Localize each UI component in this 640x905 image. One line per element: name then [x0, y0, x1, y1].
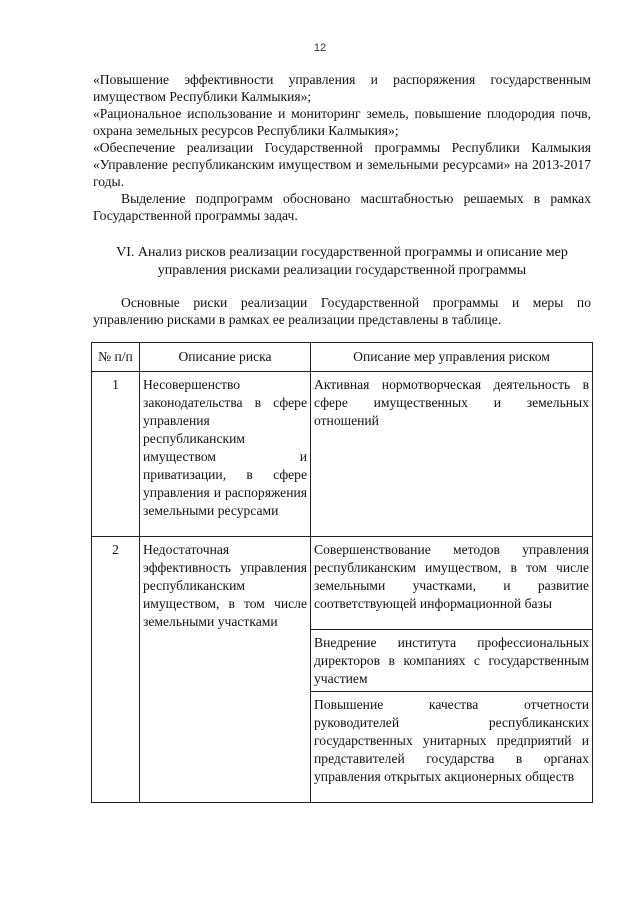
paragraph-subprogram-3: «Обеспечение реализации Государственной программы Республики Калмыкия «Управление республиканским имуществом и земельными ресурсами» на 2013-2017 годы. [93, 140, 591, 189]
risk-description: Несовершенство законодательства в сфере управления республиканским имуществом и приватизации, в сфере управления и распоряжения земельными ресурсами [140, 372, 311, 537]
row-number: 1 [92, 372, 140, 537]
row-number: 2 [92, 537, 140, 803]
paragraph-subprogram-1: «Повышение эффективности управления и распоряжения государственным имуществом Республики Калмыкия»; [93, 72, 591, 104]
risk-table [91, 342, 593, 803]
risk-measure: Повышение качества отчетности руководителей республиканских государственных унитарных предприятий и представителей государства в органах управления открытых акционерных обществ [311, 692, 593, 803]
table-row [92, 372, 593, 537]
table-header-row [92, 343, 593, 372]
risk-description: Недостаточная эффективность управления республиканским имуществом, в том числе земельными участками [140, 537, 311, 803]
table-row [92, 537, 593, 630]
paragraph-subprogram-2: «Рациональное использование и мониторинг земель, повышение плодородия почв, охрана земельных ресурсов Республики Калмыкия»; [93, 106, 591, 138]
intro-paragraph: Основные риски реализации Государственной программы и меры по управлению рисками в рамках ее реализации представлены в таблице. [93, 295, 591, 327]
header-num: № п/п [92, 343, 140, 372]
header-risk: Описание риска [140, 343, 311, 372]
paragraph-subprogram-rationale: Выделение подпрограмм обосновано масштабностью решаемых в рамках Государственной программы задач. [93, 191, 591, 223]
risk-measure: Активная нормотворческая деятельность в сфере имущественных и земельных отношений [311, 372, 593, 537]
header-measures: Описание мер управления риском [311, 343, 593, 372]
page-number: 12 [313, 42, 327, 54]
section-heading: VI. Анализ рисков реализации государственной программы и описание мер управления рисками реализации государственной программы [116, 245, 568, 278]
risk-measure: Внедрение института профессиональных директоров в компаниях с государственным участием [311, 630, 593, 692]
risk-measure: Совершенствование методов управления республиканским имуществом, в том числе земельными участками, и развитие соответствующей информационной базы [311, 537, 593, 630]
